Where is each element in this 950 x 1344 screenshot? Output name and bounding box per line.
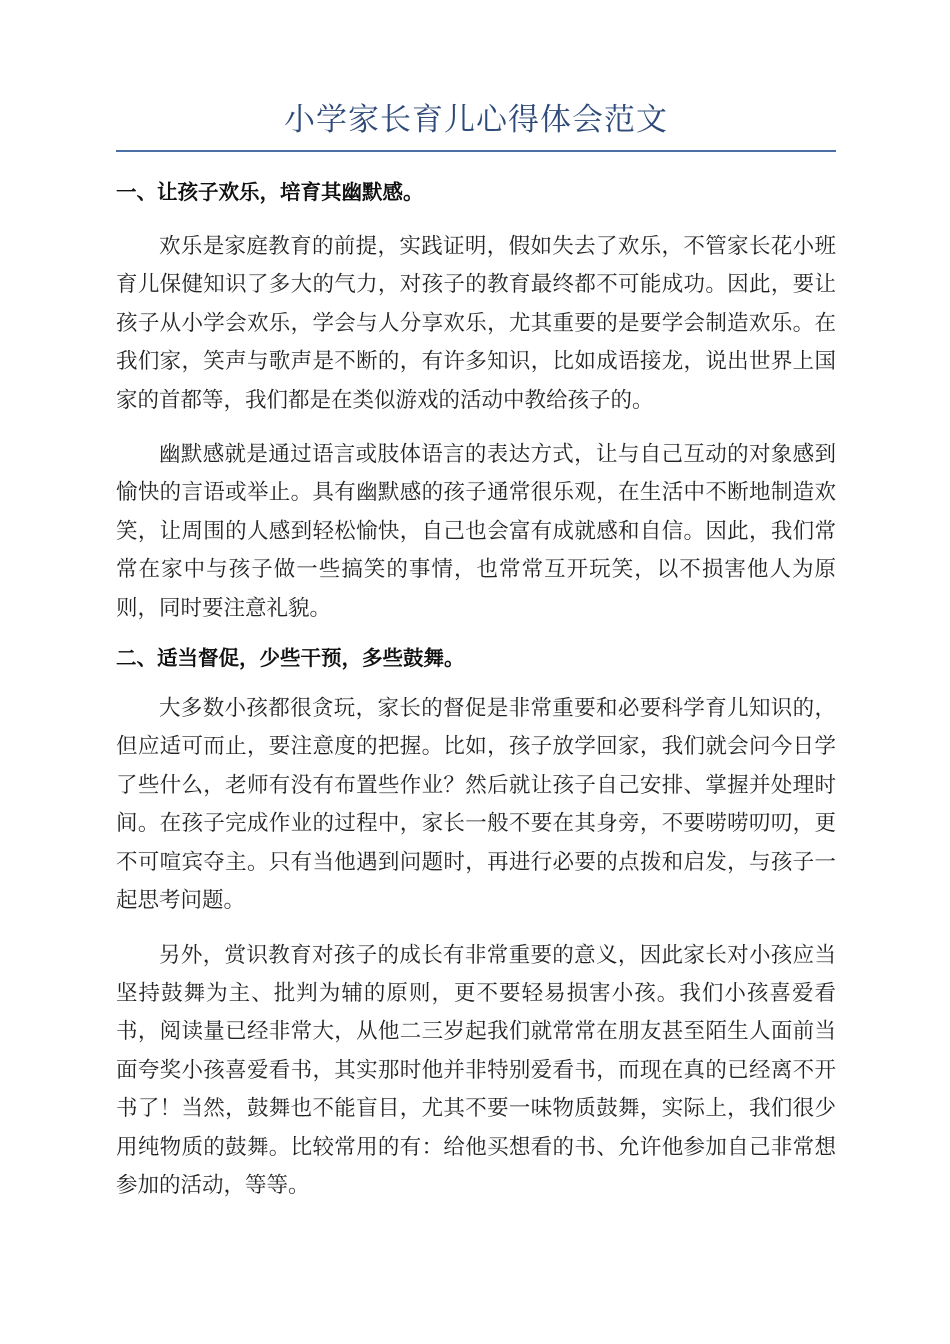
document-title: 小学家长育儿心得体会范文 [116,100,836,152]
paragraph: 大多数小孩都很贪玩，家长的督促是非常重要和必要科学育儿知识的，但应适可而止，要注意度的把握。比如，孩子放学回家，我们就会问今日学了些什么，老师有没有布置些作业？然后就让孩子自己安排、掌握并处理时间。在孩子完成作业的过程中，家长一般不要在其身旁，不要唠唠叨叨，更不可喧宾夺主。只有当他遇到问题时，再进行必要的点拨和启发，与孩子一起思考问题。 [116,696,836,914]
paragraph: 幽默感就是通过语言或肢体语言的表达方式，让与自己互动的对象感到愉快的言语或举止。具有幽默感的孩子通常很乐观，在生活中不断地制造欢笑，让周围的人感到轻松愉快，自己也会富有成就感和自信。因此，我们常常在家中与孩子做一些搞笑的事情，也常常互开玩笑，以不损害他人为原则，同时要注意礼貌。 [116,442,836,621]
paragraph: 欢乐是家庭教育的前提，实践证明，假如失去了欢乐，不管家长花小班育儿保健知识了多大的气力，对孩子的教育最终都不可能成功。因此，要让孩子从小学会欢乐，学会与人分享欢乐，尤其重要的是要学会制造欢乐。在我们家，笑声与歌声是不断的，有许多知识，比如成语接龙，说出世界上国家的首都等，我们都是在类似游戏的活动中教给孩子的。 [116,234,836,413]
section-heading-1: 一、让孩子欢乐，培育其幽默感。 [116,180,424,204]
document-page [116,100,836,1221]
paragraph: 另外，赏识教育对孩子的成长有非常重要的意义，因此家长对小孩应当坚持鼓舞为主、批判为辅的原则，更不要轻易损害小孩。我们小孩喜爱看书，阅读量已经非常大，从他二三岁起我们就常常在朋友甚至陌生人面前当面夸奖小孩喜爱看书，其实那时他并非特别爱看书，而现在真的已经离不开书了！当然，鼓舞也不能盲目，尤其不要一味物质鼓舞，实际上，我们很少用纯物质的鼓舞。比较常用的有：给他买想看的书、允许他参加自己非常想参加的活动，等等。 [116,942,836,1198]
section-heading-2: 二、适当督促，少些干预，多些鼓舞。 [116,646,465,671]
